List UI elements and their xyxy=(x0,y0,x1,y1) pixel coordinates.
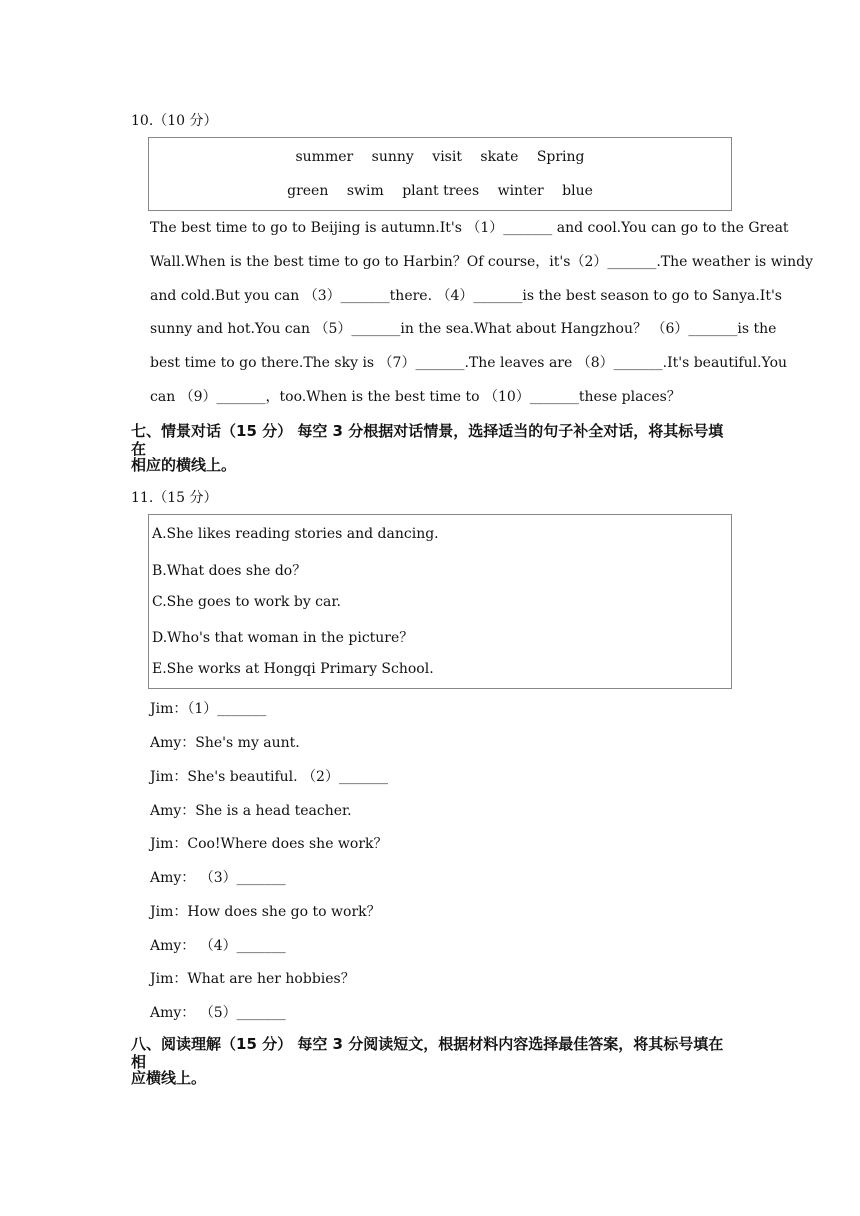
word-bank-item: skate xyxy=(480,149,519,165)
section-8-heading-cont xyxy=(131,1069,733,1087)
section-7-line-2: 相应的横线上。 xyxy=(131,456,237,474)
dialogue-line: Jim：Coo!Where does she work？ xyxy=(150,836,388,852)
dialogue-line: Amy： （5）_______ xyxy=(150,1005,286,1021)
word-bank-item: visit xyxy=(432,149,462,165)
section-7-line-1: 七、情景对话（15 分） 每空 3 分根据对话情景，选择适当的句子补全对话，将其标号填在 xyxy=(131,422,724,458)
passage-line: best time to go there.The sky is （7）_______.The leaves are （8）_______.It's beautiful.You xyxy=(150,355,788,371)
dialogue-line: Amy： （4）_______ xyxy=(150,938,286,954)
passage-line: sunny and hot.You can （5）_______in the sea.What about Hangzhou？ （6）_______is the xyxy=(150,321,777,337)
word-bank-item: green xyxy=(287,183,329,199)
word-bank-row-1 xyxy=(149,149,731,165)
option-c: C.She goes to work by car. xyxy=(152,594,341,610)
word-bank-item: sunny xyxy=(371,149,414,165)
dialogue-line: Amy：She's my aunt. xyxy=(150,735,300,751)
option-b: B.What does she do？ xyxy=(152,563,307,579)
dialogue-line: Jim：What are her hobbies？ xyxy=(150,971,355,987)
word-bank-item: winter xyxy=(497,183,544,199)
dialogue-line: Amy：She is a head teacher. xyxy=(150,803,352,819)
dialogue-line: Jim：（1）_______ xyxy=(150,701,267,717)
option-e: E.She works at Hongqi Primary School. xyxy=(152,661,434,677)
section-8-line-2: 应横线上。 xyxy=(131,1069,207,1087)
dialogue-line: Amy： （3）_______ xyxy=(150,870,286,886)
passage-line: The best time to go to Beijing is autumn.It's （1）_______ and cool.You can go to the Great xyxy=(150,220,789,236)
section-7-heading-cont xyxy=(131,456,733,474)
word-bank-item: plant trees xyxy=(402,183,480,199)
question-10-number: 10.（10 分） xyxy=(131,113,218,129)
option-a: A.She likes reading stories and dancing. xyxy=(152,526,439,542)
word-bank-row-2 xyxy=(149,183,731,199)
word-bank-box xyxy=(148,137,732,211)
word-bank-item: blue xyxy=(562,183,593,199)
question-11-number: 11.（15 分） xyxy=(131,490,218,506)
section-7-heading xyxy=(131,422,733,458)
section-8-line-1: 八、阅读理解（15 分） 每空 3 分阅读短文，根据材料内容选择最佳答案，将其标号填在相 xyxy=(131,1035,724,1071)
option-d: D.Who's that woman in the picture？ xyxy=(152,630,414,646)
passage-line: and cold.But you can （3）_______there. （4）_______is the best season to go to Sanya.It's xyxy=(150,288,782,304)
word-bank-item: summer xyxy=(295,149,354,165)
word-bank-item: Spring xyxy=(536,149,585,165)
dialogue-line: Jim：How does she go to work？ xyxy=(150,904,381,920)
dialogue-line: Jim：She's beautiful. （2）_______ xyxy=(150,769,388,785)
passage-line: Wall.When is the best time to go to Harbin？Of course，it's（2）_______.The weather is windy xyxy=(150,254,814,270)
section-8-heading xyxy=(131,1035,733,1071)
options-box xyxy=(148,514,732,689)
word-bank-item: swim xyxy=(346,183,384,199)
passage-line: can （9）_______，too.When is the best time to （10）_______these places？ xyxy=(150,389,681,405)
